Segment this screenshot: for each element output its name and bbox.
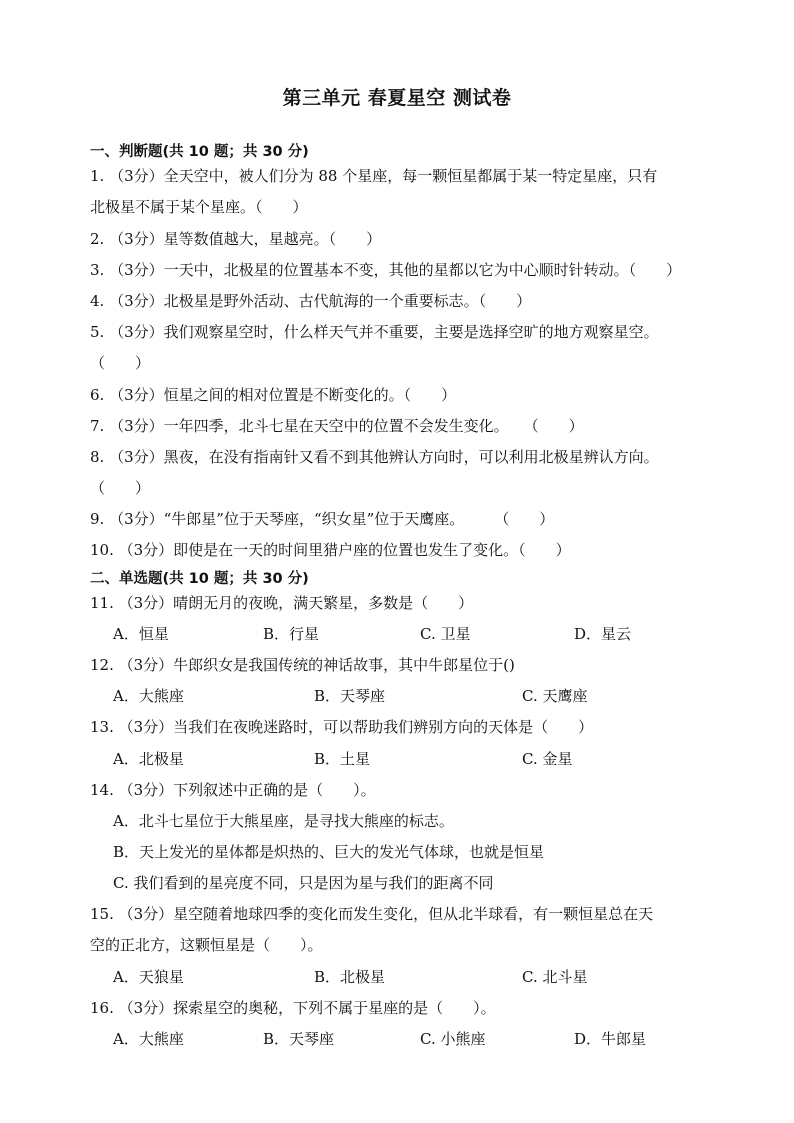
- question-10: 10. （3分）即使是在一天的时间里猎户座的位置也发生了变化。（ ）: [90, 541, 571, 559]
- question-15-line-2: 空的正北方，这颗恒星是（ ）。: [90, 936, 323, 954]
- question-15-option-b: B．北极星: [314, 968, 386, 986]
- question-12-option-a: A．大熊座: [113, 687, 184, 705]
- question-5-line-1: 5. （3分）我们观察星空时，什么样天气并不重要，主要是选择空旷的地方观察星空。: [90, 323, 659, 341]
- question-8-line-1: 8. （3分）黑夜，在没有指南针又看不到其他辨认方向时，可以利用北极星辨认方向。: [90, 448, 659, 466]
- question-3: 3. （3分）一天中，北极星的位置基本不变，其他的星都以它为中心顺时针转动。（ ）: [90, 261, 682, 279]
- question-16-option-d: D．牛郎星: [574, 1030, 647, 1048]
- question-12: 12. （3分）牛郎织女是我国传统的神话故事，其中牛郎星位于(): [90, 656, 515, 674]
- question-11: 11. （3分）晴朗无月的夜晚，满天繁星，多数是（ ）: [90, 594, 474, 612]
- question-16-option-c: C. 小熊座: [420, 1030, 486, 1048]
- question-1-line-2: 北极星不属于某个星座。（ ）: [90, 198, 308, 216]
- question-6: 6. （3分）恒星之间的相对位置是不断变化的。（ ）: [90, 386, 457, 404]
- question-14-option-a: A．北斗七星位于大熊星座，是寻找大熊座的标志。: [113, 812, 454, 830]
- question-16-option-a: A．大熊座: [113, 1030, 184, 1048]
- question-16: 16. （3分）探索星空的奥秘，下列不属于星座的是（ ）。: [90, 999, 496, 1017]
- question-15-option-c: C. 北斗星: [522, 968, 588, 986]
- question-14: 14. （3分）下列叙述中正确的是（ ）。: [90, 781, 376, 799]
- question-13: 13. （3分）当我们在夜晚迷路时，可以帮助我们辨别方向的天体是（ ）: [90, 718, 594, 736]
- question-11-option-d: D．星云: [574, 625, 632, 643]
- question-13-option-c: C. 金星: [522, 750, 573, 768]
- question-12-option-c: C. 天鹰座: [522, 687, 588, 705]
- section-heading-judgment: 一、判断题(共 10 题；共 30 分): [90, 144, 309, 160]
- question-1-line-1: 1. （3分）全天空中，被人们分为 88 个星座，每一颗恒星都属于某一特定星座，只有: [90, 167, 658, 185]
- question-11-option-c: C. 卫星: [420, 625, 471, 643]
- question-14-option-c: C. 我们看到的星亮度不同，只是因为星与我们的距离不同: [113, 874, 494, 892]
- question-15-option-a: A．天狼星: [113, 968, 184, 986]
- question-14-option-b: B．天上发光的星体都是炽热的、巨大的发光气体球，也就是恒星: [113, 843, 545, 861]
- section-heading-single-choice: 二、单选题(共 10 题；共 30 分): [90, 571, 309, 587]
- question-8-line-2: （ ）: [90, 479, 151, 497]
- question-11-option-a: A．恒星: [113, 625, 169, 643]
- question-12-option-b: B．天琴座: [314, 687, 386, 705]
- question-13-option-a: A．北极星: [113, 750, 184, 768]
- question-2: 2. （3分）星等数值越大，星越亮。（ ）: [90, 230, 382, 248]
- question-15-line-1: 15. （3分）星空随着地球四季的变化而发生变化，但从北半球看，有一颗恒星总在天: [90, 905, 654, 923]
- question-5-line-2: （ ）: [90, 354, 151, 372]
- question-11-option-b: B．行星: [263, 625, 320, 643]
- question-16-option-b: B．天琴座: [263, 1030, 335, 1048]
- question-9: 9. （3分）“牛郎星”位于天琴座，“织女星”位于天鹰座。 （ ）: [90, 510, 555, 528]
- question-7: 7. （3分）一年四季，北斗七星在天空中的位置不会发生变化。 （ ）: [90, 417, 584, 435]
- question-4: 4. （3分）北极星是野外活动、古代航海的一个重要标志。（ ）: [90, 292, 532, 310]
- question-13-option-b: B．土星: [314, 750, 371, 768]
- page-title: 第三单元 春夏星空 测试卷: [282, 87, 512, 109]
